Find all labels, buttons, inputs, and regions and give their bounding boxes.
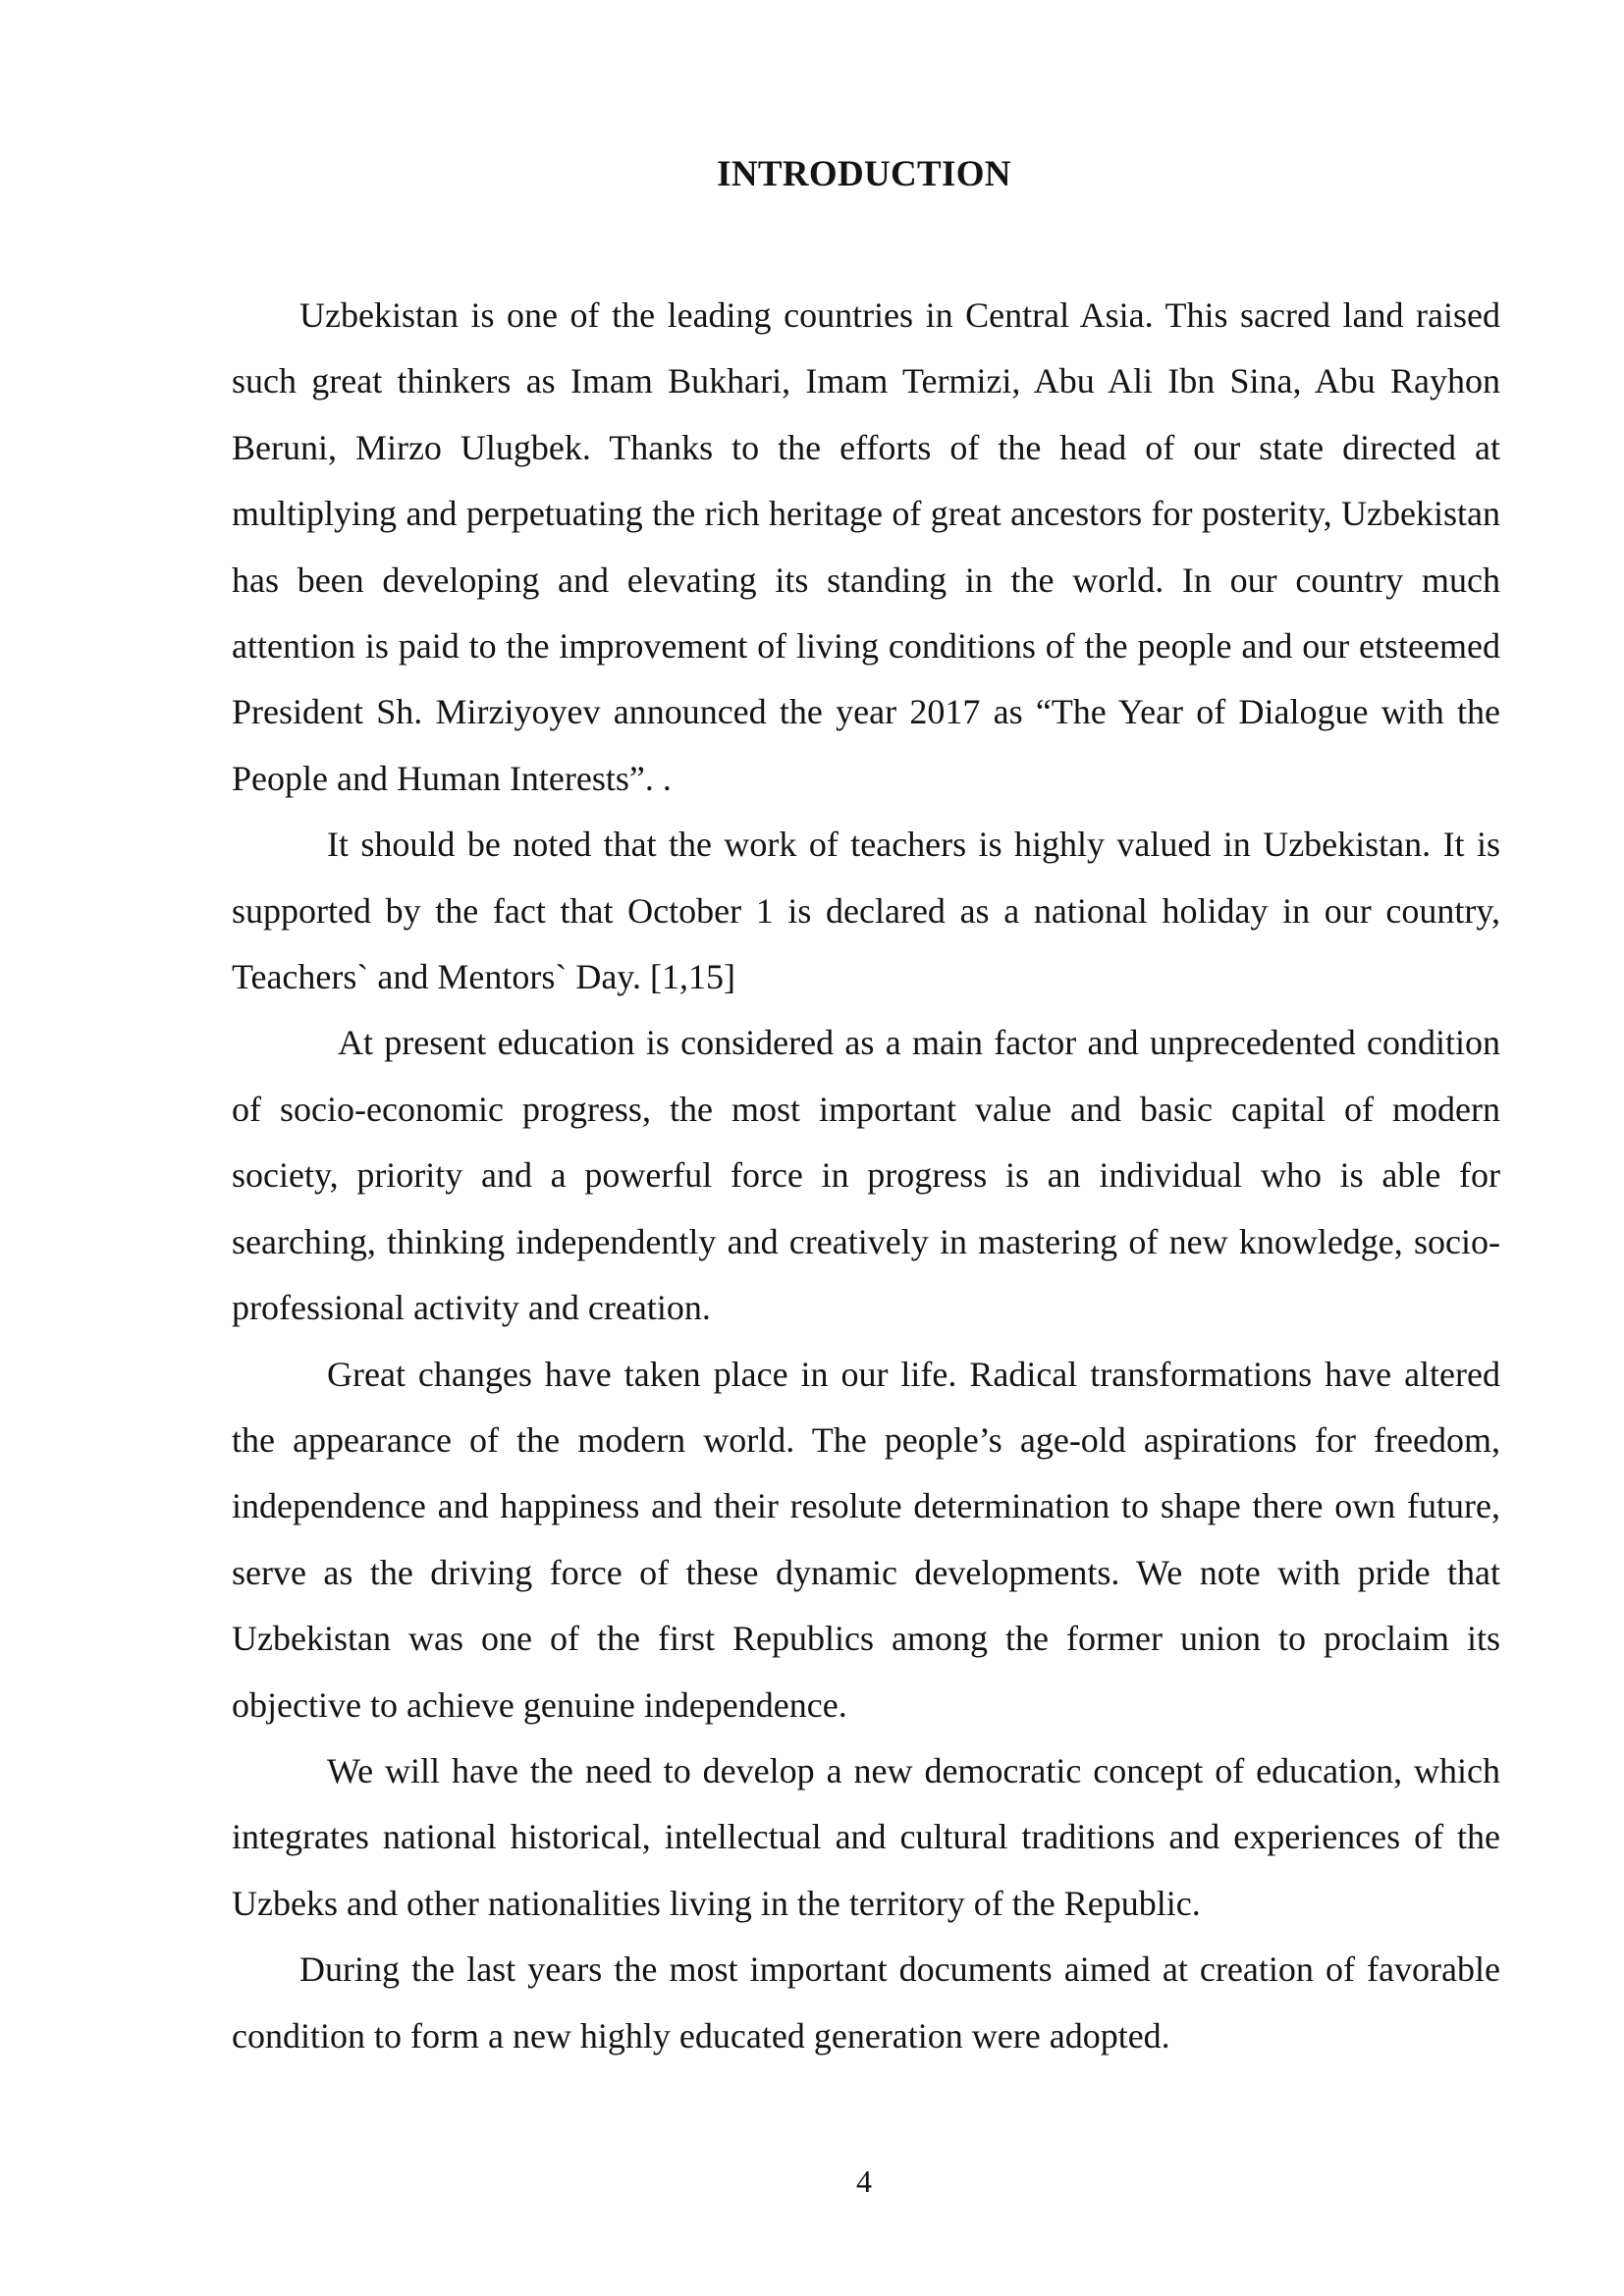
paragraph-5: We will have the need to develop a new democratic concept of education, which integrates national historical, intellectual and cultural traditions and experiences of the Uzbeks and other nationalities living in the territory of the Republic. xyxy=(232,1750,1500,1923)
paragraph-4: Great changes have taken place in our life. Radical transformations have altered the appearance of the modern world. The people’s age-old aspirations for freedom, independence and happiness and their resolute determination to shape there own future, serve as the driving force of these dynamic developments. We note with pride that Uzbekistan was one of the first Republics among the former union to proclaim its objective to achieve genuine independence. xyxy=(232,1354,1500,1725)
paragraph-2: It should be noted that the work of teachers is highly valued in Uzbekistan. It is supported by the fact that October 1 is declared as a national holiday in our country, Teachers` and Mentors` Day. [1,15] xyxy=(232,825,1500,997)
page-number: 4 xyxy=(856,2163,872,2199)
paragraph-3: At present education is considered as a main factor and unprecedented condition of socio-economic progress, the most important value and basic capital of modern society, priority and a powerful force in progress is an individual who is able for searching, thinking independently and creatively in mastering of new knowledge, socio-professional activity and creation. xyxy=(232,1023,1500,1328)
section-heading: INTRODUCTION xyxy=(717,154,1011,194)
paragraph-1: Uzbekistan is one of the leading countries in Central Asia. This sacred land raised such great thinkers as Imam Bukhari, Imam Termizi, Abu Ali Ibn Sina, Abu Rayhon Beruni, Mirzo Ulugbek. Thanks to the efforts of the head of our state directed at multiplying and perpetuating the rich heritage of great ancestors for posterity, Uzbekistan has been developing and elevating its standing in the world. In our country much attention is paid to the improvement of living conditions of the people and our etsteemed President Sh. Mirziyoyev announced the year 2017 as “The Year of Dialogue with the People and Human Interests”. . xyxy=(232,295,1500,798)
body-text xyxy=(232,283,1500,2069)
paragraph-6: During the last years the most important documents aimed at creation of favorable condition to form a new highly educated generation were adopted. xyxy=(232,1949,1500,2056)
